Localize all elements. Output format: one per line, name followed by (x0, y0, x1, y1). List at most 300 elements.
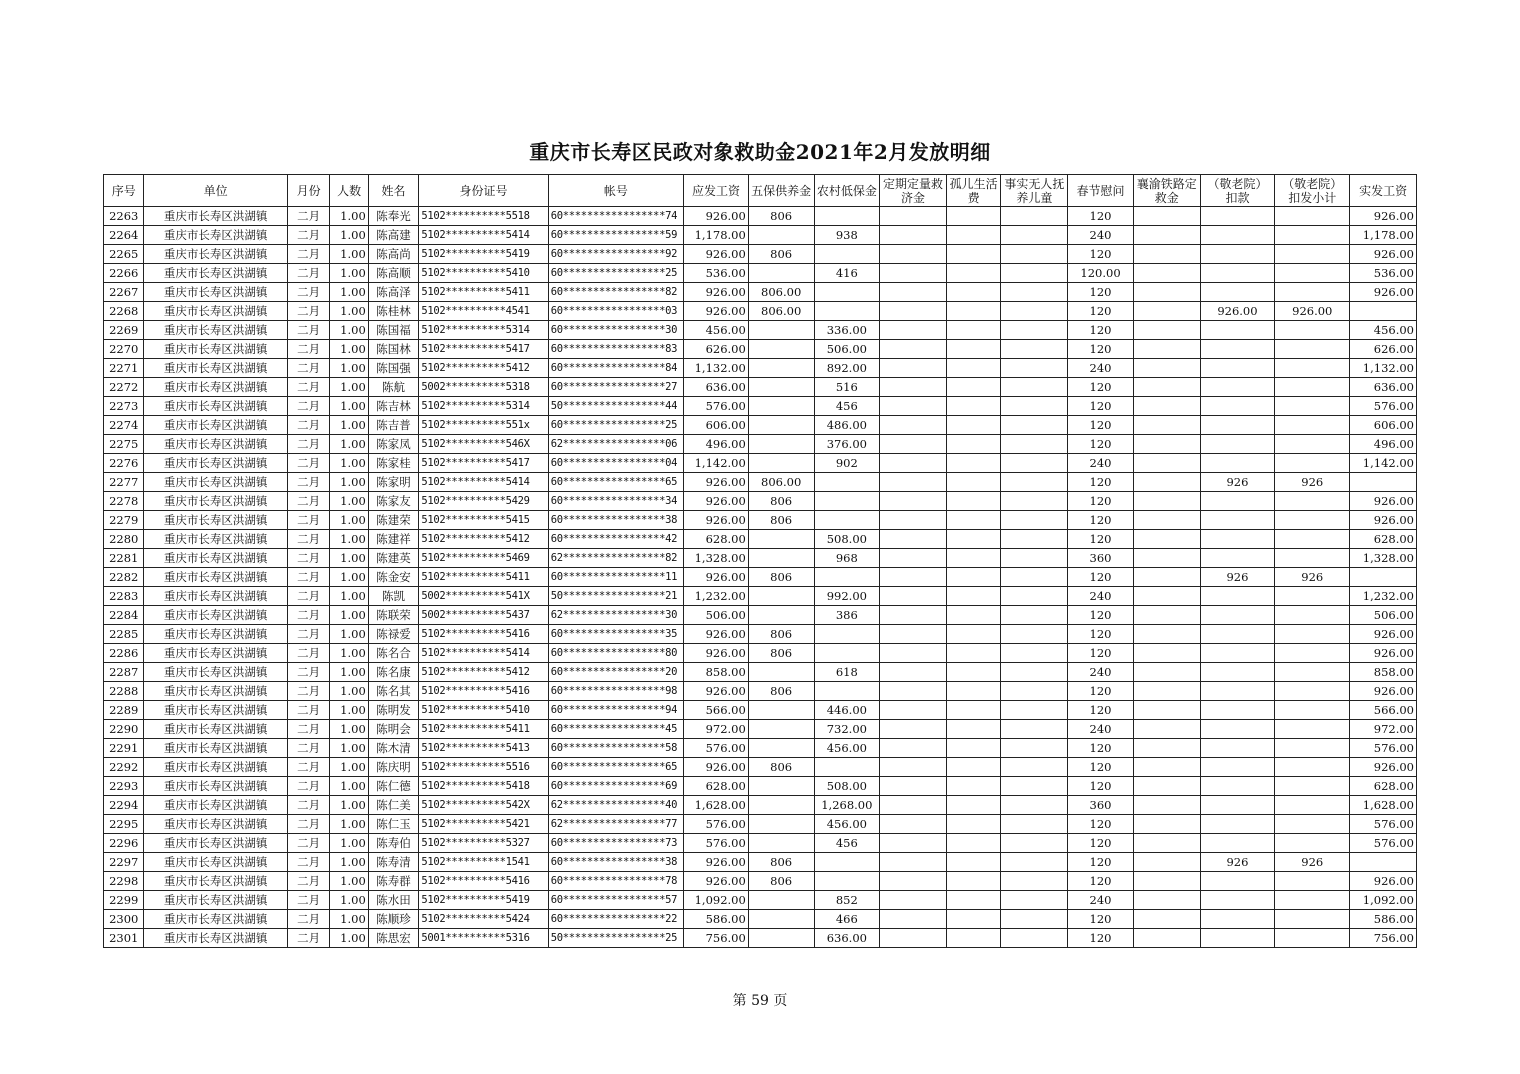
table-cell (1350, 853, 1417, 872)
table-cell: 60*****************78 (548, 872, 683, 891)
table-cell: 62*****************06 (548, 435, 683, 454)
table-cell (1275, 416, 1350, 435)
table-cell: 二月 (287, 207, 329, 226)
table-header (104, 175, 1417, 207)
table-cell (880, 872, 947, 891)
table-cell: 2295 (104, 815, 144, 834)
table-cell (946, 777, 1001, 796)
table-cell (880, 264, 947, 283)
table-cell: 60*****************80 (548, 644, 683, 663)
table-cell: 5102**********5411 (419, 283, 548, 302)
table-cell: 重庆市长寿区洪湖镇 (144, 435, 288, 454)
table-cell: 120 (1068, 435, 1134, 454)
table-cell (814, 853, 880, 872)
table-cell: 二月 (287, 625, 329, 644)
table-cell (748, 530, 814, 549)
table-cell: 2298 (104, 872, 144, 891)
table-cell: 2296 (104, 834, 144, 853)
table-cell: 2281 (104, 549, 144, 568)
table-cell (1275, 739, 1350, 758)
table-cell: 5102**********5418 (419, 777, 548, 796)
table-cell: 二月 (287, 473, 329, 492)
table-cell: 2274 (104, 416, 144, 435)
table-cell: 2278 (104, 492, 144, 511)
column-header: 五保供养金 (748, 175, 814, 207)
table-cell: 陈建荣 (368, 511, 419, 530)
table-cell (1133, 226, 1200, 245)
table-cell: 重庆市长寿区洪湖镇 (144, 910, 288, 929)
table-cell (880, 587, 947, 606)
table-cell: 806 (748, 682, 814, 701)
table-cell (1275, 245, 1350, 264)
table-cell: 二月 (287, 378, 329, 397)
table-cell: 938 (814, 226, 880, 245)
table-cell: 806 (748, 207, 814, 226)
table-cell (946, 872, 1001, 891)
table-cell: 926.00 (1275, 302, 1350, 321)
table-cell: 5102**********5411 (419, 568, 548, 587)
table-cell: 陈桂林 (368, 302, 419, 321)
table-cell: 二月 (287, 359, 329, 378)
table-cell (1001, 929, 1068, 948)
table-cell: 2266 (104, 264, 144, 283)
table-cell (1200, 549, 1275, 568)
table-cell: 5102**********5416 (419, 872, 548, 891)
table-cell: 636.00 (1350, 378, 1417, 397)
table-cell: 2282 (104, 568, 144, 587)
table-cell (1200, 815, 1275, 834)
table-cell: 240 (1068, 359, 1134, 378)
table-cell (1200, 511, 1275, 530)
table-row (104, 568, 1417, 587)
table-cell: 456 (814, 834, 880, 853)
table-cell: 60*****************94 (548, 701, 683, 720)
table-cell (1275, 663, 1350, 682)
table-cell (1275, 340, 1350, 359)
table-cell: 60*****************11 (548, 568, 683, 587)
table-cell: 1.00 (330, 853, 368, 872)
table-cell: 陈凯 (368, 587, 419, 606)
table-cell: 926.00 (684, 758, 749, 777)
table-cell: 重庆市长寿区洪湖镇 (144, 473, 288, 492)
table-cell (946, 378, 1001, 397)
table-cell: 陈名其 (368, 682, 419, 701)
table-cell (880, 283, 947, 302)
table-cell: 120 (1068, 302, 1134, 321)
table-cell: 二月 (287, 606, 329, 625)
table-cell: 120 (1068, 473, 1134, 492)
table-cell (748, 739, 814, 758)
table-cell (880, 758, 947, 777)
column-header: 姓名 (368, 175, 419, 207)
table-cell: 2270 (104, 340, 144, 359)
table-cell (946, 625, 1001, 644)
table-row (104, 321, 1417, 340)
table-cell (748, 663, 814, 682)
table-cell: 806 (748, 511, 814, 530)
table-cell: 120 (1068, 929, 1134, 948)
table-cell (1275, 378, 1350, 397)
table-cell: 1.00 (330, 720, 368, 739)
table-cell: 2272 (104, 378, 144, 397)
table-cell: 496.00 (684, 435, 749, 454)
table-cell: 陈寿群 (368, 872, 419, 891)
table-cell (1133, 397, 1200, 416)
table-cell: 618 (814, 663, 880, 682)
table-cell: 重庆市长寿区洪湖镇 (144, 720, 288, 739)
table-cell: 重庆市长寿区洪湖镇 (144, 663, 288, 682)
table-cell: 972.00 (1350, 720, 1417, 739)
table-cell: 二月 (287, 701, 329, 720)
table-cell: 60*****************38 (548, 853, 683, 872)
table-cell: 1,142.00 (684, 454, 749, 473)
table-cell: 506.00 (684, 606, 749, 625)
table-cell: 1.00 (330, 815, 368, 834)
table-cell: 1.00 (330, 378, 368, 397)
table-cell: 2271 (104, 359, 144, 378)
table-cell: 二月 (287, 834, 329, 853)
table-cell: 5102**********5412 (419, 359, 548, 378)
table-cell: 626.00 (1350, 340, 1417, 359)
table-cell (1001, 910, 1068, 929)
table-cell: 二月 (287, 739, 329, 758)
table-cell (1133, 929, 1200, 948)
table-cell: 1.00 (330, 454, 368, 473)
table-cell: 重庆市长寿区洪湖镇 (144, 530, 288, 549)
table-cell: 5002**********541X (419, 587, 548, 606)
table-cell (1001, 815, 1068, 834)
table-cell: 336.00 (814, 321, 880, 340)
table-cell: 陈联荣 (368, 606, 419, 625)
table-cell: 496.00 (1350, 435, 1417, 454)
table-cell: 1.00 (330, 359, 368, 378)
table-cell: 二月 (287, 872, 329, 891)
table-row (104, 796, 1417, 815)
table-cell: 902 (814, 454, 880, 473)
table-cell (946, 796, 1001, 815)
table-cell: 972.00 (684, 720, 749, 739)
table-row (104, 682, 1417, 701)
table-cell: 60*****************35 (548, 625, 683, 644)
table-cell: 926.00 (684, 302, 749, 321)
table-cell (880, 245, 947, 264)
table-cell: 2289 (104, 701, 144, 720)
table-cell: 62*****************30 (548, 606, 683, 625)
table-cell (946, 739, 1001, 758)
table-cell: 60*****************65 (548, 473, 683, 492)
table-cell: 重庆市长寿区洪湖镇 (144, 739, 288, 758)
table-cell: 重庆市长寿区洪湖镇 (144, 701, 288, 720)
table-cell: 二月 (287, 682, 329, 701)
table-cell: 陈家桂 (368, 454, 419, 473)
table-cell (814, 492, 880, 511)
table-cell: 2264 (104, 226, 144, 245)
table-cell (748, 359, 814, 378)
table-cell (946, 701, 1001, 720)
table-cell: 陈高泽 (368, 283, 419, 302)
table-cell (748, 910, 814, 929)
table-cell (946, 340, 1001, 359)
table-cell (1133, 283, 1200, 302)
table-cell (1001, 207, 1068, 226)
table-cell: 926.00 (1350, 492, 1417, 511)
table-cell (748, 796, 814, 815)
table-cell: 120 (1068, 758, 1134, 777)
table-cell: 926.00 (684, 625, 749, 644)
table-cell: 重庆市长寿区洪湖镇 (144, 758, 288, 777)
table-cell: 926.00 (684, 644, 749, 663)
table-cell (880, 321, 947, 340)
table-cell (946, 207, 1001, 226)
table-cell: 1.00 (330, 207, 368, 226)
table-cell (1001, 511, 1068, 530)
table-cell (880, 891, 947, 910)
table-row (104, 663, 1417, 682)
table-cell: 陈航 (368, 378, 419, 397)
table-cell: 240 (1068, 663, 1134, 682)
table-cell (1200, 777, 1275, 796)
table-cell: 2285 (104, 625, 144, 644)
table-cell: 1.00 (330, 530, 368, 549)
table-cell: 806 (748, 625, 814, 644)
table-cell: 240 (1068, 891, 1134, 910)
table-cell (1200, 587, 1275, 606)
table-cell (1133, 454, 1200, 473)
table-cell: 926.00 (1350, 758, 1417, 777)
table-cell: 5102**********5412 (419, 530, 548, 549)
table-cell: 重庆市长寿区洪湖镇 (144, 511, 288, 530)
table-cell: 1.00 (330, 701, 368, 720)
table-cell (1200, 758, 1275, 777)
table-cell (1001, 796, 1068, 815)
table-row (104, 758, 1417, 777)
table-cell: 926.00 (1200, 302, 1275, 321)
table-cell: 5102**********5424 (419, 910, 548, 929)
column-header: 襄渝铁路定救金 (1133, 175, 1200, 207)
table-cell: 5002**********5318 (419, 378, 548, 397)
table-row (104, 492, 1417, 511)
table-cell (946, 264, 1001, 283)
table-cell: 926.00 (1350, 625, 1417, 644)
table-cell (946, 758, 1001, 777)
table-cell (1275, 321, 1350, 340)
column-header: 序号 (104, 175, 144, 207)
table-cell: 1.00 (330, 834, 368, 853)
table-cell (1275, 397, 1350, 416)
table-cell (748, 397, 814, 416)
table-cell: 466 (814, 910, 880, 929)
table-cell (814, 758, 880, 777)
table-cell (1001, 834, 1068, 853)
table-cell: 2283 (104, 587, 144, 606)
table-cell: 926.00 (1350, 283, 1417, 302)
table-cell: 1,178.00 (1350, 226, 1417, 245)
table-cell: 二月 (287, 302, 329, 321)
table-cell: 5102**********5416 (419, 682, 548, 701)
table-cell (1001, 720, 1068, 739)
table-cell: 5102**********5518 (419, 207, 548, 226)
table-cell: 60*****************57 (548, 891, 683, 910)
table-cell (946, 606, 1001, 625)
table-cell: 62*****************77 (548, 815, 683, 834)
table-cell: 376.00 (814, 435, 880, 454)
table-row (104, 872, 1417, 891)
table-cell (1275, 207, 1350, 226)
table-row (104, 587, 1417, 606)
table-cell: 60*****************74 (548, 207, 683, 226)
column-header: （敬老院）扣发小计 (1275, 175, 1350, 207)
table-cell (946, 302, 1001, 321)
table-cell: 2275 (104, 435, 144, 454)
table-cell: 566.00 (1350, 701, 1417, 720)
table-cell: 60*****************38 (548, 511, 683, 530)
table-cell: 606.00 (684, 416, 749, 435)
table-row (104, 397, 1417, 416)
table-row (104, 549, 1417, 568)
table-cell: 626.00 (684, 340, 749, 359)
table-cell: 二月 (287, 416, 329, 435)
table-cell: 5102**********5419 (419, 891, 548, 910)
table-cell: 重庆市长寿区洪湖镇 (144, 587, 288, 606)
table-row (104, 815, 1417, 834)
table-cell (1133, 530, 1200, 549)
table-cell (880, 549, 947, 568)
table-cell (1133, 587, 1200, 606)
table-cell (1001, 549, 1068, 568)
table-cell: 60*****************92 (548, 245, 683, 264)
table-row (104, 910, 1417, 929)
table-cell: 446.00 (814, 701, 880, 720)
table-cell (1200, 207, 1275, 226)
table-cell: 926.00 (1350, 644, 1417, 663)
table-cell (946, 226, 1001, 245)
table-cell: 60*****************34 (548, 492, 683, 511)
table-cell: 二月 (287, 891, 329, 910)
table-cell (1200, 910, 1275, 929)
table-cell (814, 283, 880, 302)
table-cell: 陈木清 (368, 739, 419, 758)
table-cell (1133, 625, 1200, 644)
table-cell: 60*****************82 (548, 283, 683, 302)
table-cell (946, 929, 1001, 948)
table-cell (748, 264, 814, 283)
table-cell (1133, 682, 1200, 701)
table-cell: 二月 (287, 910, 329, 929)
table-cell (1133, 549, 1200, 568)
table-cell: 806 (748, 568, 814, 587)
table-cell: 240 (1068, 720, 1134, 739)
table-cell (1133, 207, 1200, 226)
table-cell: 926.00 (1350, 682, 1417, 701)
table-cell: 5102**********5412 (419, 663, 548, 682)
table-cell (946, 910, 1001, 929)
table-cell: 536.00 (1350, 264, 1417, 283)
table-cell (880, 853, 947, 872)
table-cell: 1.00 (330, 777, 368, 796)
table-cell (946, 492, 1001, 511)
table-cell: 456.00 (1350, 321, 1417, 340)
table-cell (814, 302, 880, 321)
table-cell: 重庆市长寿区洪湖镇 (144, 492, 288, 511)
table-cell: 2286 (104, 644, 144, 663)
table-cell: 120 (1068, 492, 1134, 511)
table-cell (946, 587, 1001, 606)
table-cell: 2287 (104, 663, 144, 682)
table-cell: 60*****************20 (548, 663, 683, 682)
table-cell: 陈金安 (368, 568, 419, 587)
table-cell (946, 283, 1001, 302)
table-cell: 二月 (287, 245, 329, 264)
table-cell (1001, 644, 1068, 663)
table-cell: 576.00 (1350, 739, 1417, 758)
table-cell: 二月 (287, 796, 329, 815)
table-cell: 1.00 (330, 739, 368, 758)
table-cell (748, 834, 814, 853)
table-cell (946, 853, 1001, 872)
table-cell (1275, 283, 1350, 302)
table-cell (946, 891, 1001, 910)
table-cell: 陈高顺 (368, 264, 419, 283)
table-row (104, 454, 1417, 473)
table-cell (1275, 834, 1350, 853)
table-cell (880, 416, 947, 435)
table-cell: 1.00 (330, 264, 368, 283)
table-cell: 60*****************69 (548, 777, 683, 796)
column-header: 身份证号 (419, 175, 548, 207)
table-cell (880, 663, 947, 682)
table-cell: 60*****************58 (548, 739, 683, 758)
table-cell (880, 378, 947, 397)
table-cell (1133, 606, 1200, 625)
table-row (104, 625, 1417, 644)
table-cell: 806 (748, 492, 814, 511)
table-cell: 60*****************59 (548, 226, 683, 245)
table-cell: 60*****************73 (548, 834, 683, 853)
table-cell (1133, 834, 1200, 853)
table-cell: 806.00 (748, 283, 814, 302)
table-cell: 5102**********5415 (419, 511, 548, 530)
table-cell (1133, 340, 1200, 359)
page-number: 第 59 页 (732, 993, 788, 1009)
table-cell: 992.00 (814, 587, 880, 606)
table-cell: 二月 (287, 321, 329, 340)
table-cell (1001, 758, 1068, 777)
table-cell: 5102**********5417 (419, 340, 548, 359)
table-cell: 456.00 (814, 739, 880, 758)
table-cell (946, 663, 1001, 682)
table-cell: 重庆市长寿区洪湖镇 (144, 891, 288, 910)
table-cell (1133, 302, 1200, 321)
table-cell: 806 (748, 644, 814, 663)
column-header: 实发工资 (1350, 175, 1417, 207)
table-cell (880, 815, 947, 834)
table-cell: 1.00 (330, 340, 368, 359)
table-cell (1133, 321, 1200, 340)
table-cell: 1.00 (330, 682, 368, 701)
table-cell: 120 (1068, 815, 1134, 834)
table-cell (748, 929, 814, 948)
table-cell: 陈奉光 (368, 207, 419, 226)
table-cell: 2297 (104, 853, 144, 872)
table-cell: 926 (1200, 853, 1275, 872)
table-cell: 5102**********5429 (419, 492, 548, 511)
table-cell (1001, 701, 1068, 720)
table-cell: 852 (814, 891, 880, 910)
table-cell: 陈吉普 (368, 416, 419, 435)
table-cell: 360 (1068, 549, 1134, 568)
table-cell (1133, 663, 1200, 682)
table-cell: 1,142.00 (1350, 454, 1417, 473)
